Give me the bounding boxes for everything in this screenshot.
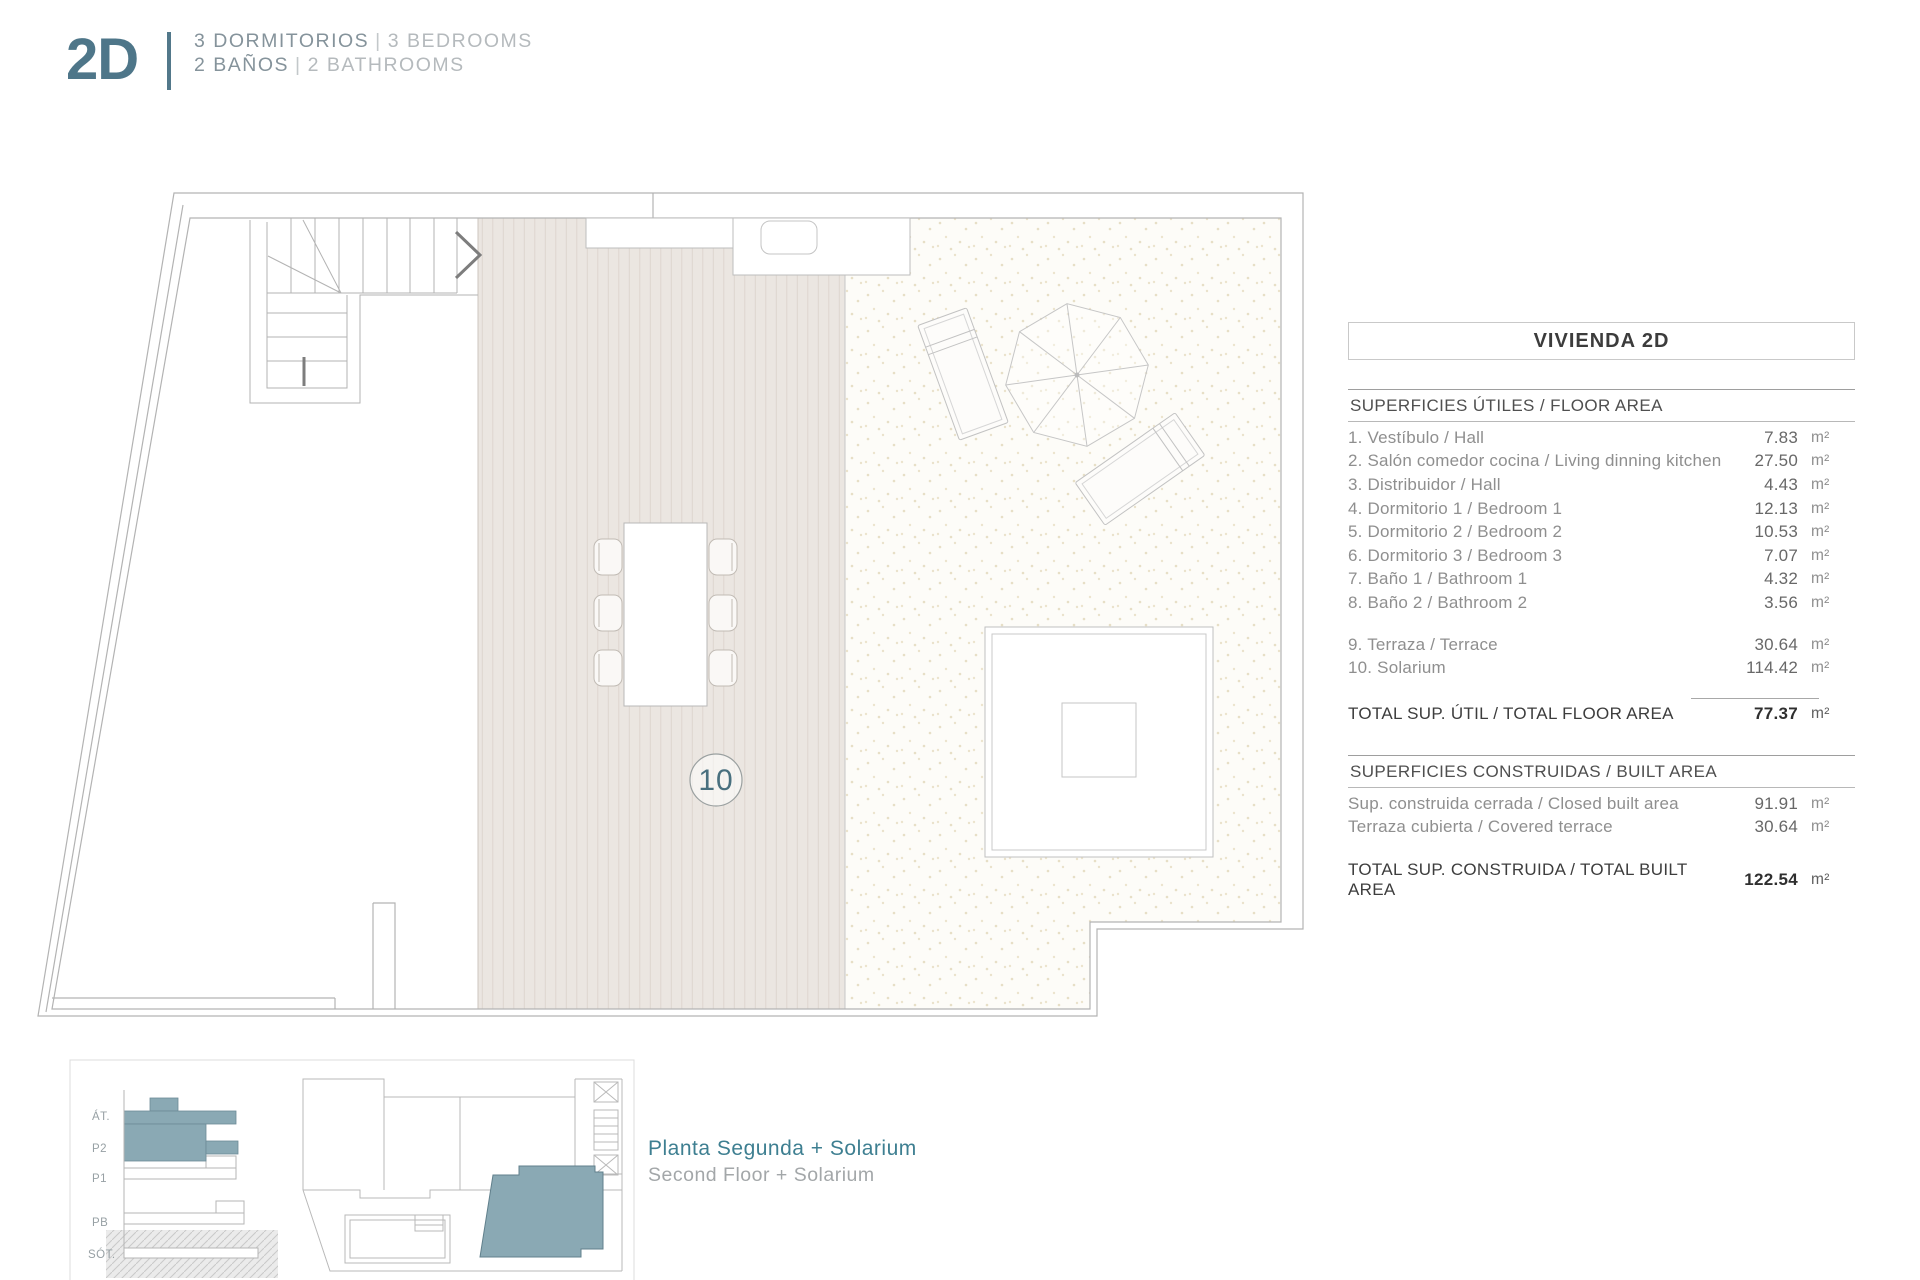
- row-label: 8. Baño 2 / Bathroom 2: [1348, 592, 1528, 612]
- row-label: Sup. construida cerrada / Closed built area: [1348, 793, 1679, 813]
- table-row: [1348, 568, 1855, 592]
- separator: |: [375, 30, 382, 52]
- row-unit: m²: [1811, 794, 1830, 812]
- floor-label-sotano: SÓT.: [88, 1249, 116, 1261]
- row-value: 30.64: [1754, 634, 1798, 654]
- row-label: 2. Salón comedor cocina / Living dinning kitchen: [1348, 451, 1722, 471]
- table-row: [1348, 792, 1855, 816]
- table-row: [1348, 497, 1855, 521]
- row-label: 9. Terraza / Terrace: [1348, 634, 1498, 654]
- table-row: [1348, 633, 1855, 657]
- row-value: 4.43: [1764, 474, 1798, 494]
- row-label: 1. Vestíbulo / Hall: [1348, 427, 1485, 447]
- row-value: 114.42: [1746, 658, 1798, 678]
- sink-basin: [761, 221, 817, 254]
- row-value: 12.13: [1754, 498, 1798, 518]
- total-label: TOTAL SUP. CONSTRUIDA / TOTAL BUILT AREA: [1348, 860, 1688, 900]
- row-unit: m²: [1811, 428, 1830, 446]
- table-title: VIVIENDA 2D: [1348, 322, 1855, 360]
- row-unit: m²: [1811, 523, 1830, 541]
- row-value: 30.64: [1754, 817, 1798, 837]
- plan-caption: [648, 1136, 917, 1188]
- floor-label-pb: PB: [92, 1217, 109, 1229]
- row-label: 10. Solarium: [1348, 658, 1446, 678]
- bedrooms-en: 3 BEDROOMS: [387, 30, 533, 52]
- row-unit: m²: [1811, 659, 1830, 677]
- row-label: 3. Distribuidor / Hall: [1348, 474, 1501, 494]
- row-value: 7.83: [1764, 427, 1798, 447]
- row-value: 4.32: [1764, 569, 1798, 589]
- table-row: [1348, 656, 1855, 680]
- outdoor-area-rows: [1348, 633, 1855, 680]
- row-unit: m²: [1811, 593, 1830, 611]
- table-row: [1348, 473, 1855, 497]
- row-unit: m²: [1811, 475, 1830, 493]
- row-unit: m²: [1811, 546, 1830, 564]
- bathrooms-es: 2 BAÑOS: [194, 53, 290, 76]
- built-area-header: SUPERFICIES CONSTRUIDAS / BUILT AREA: [1348, 755, 1855, 788]
- separator: |: [295, 53, 302, 76]
- row-label: 7. Baño 1 / Bathroom 1: [1348, 569, 1528, 589]
- bedrooms-es: 3 DORMITORIOS: [194, 30, 370, 52]
- table-row: [1348, 450, 1855, 474]
- row-label: Terraza cubierta / Covered terrace: [1348, 817, 1613, 837]
- caption-en: Second Floor + Solarium: [648, 1164, 875, 1186]
- total-label: TOTAL SUP. ÚTIL / TOTAL FLOOR AREA: [1348, 703, 1674, 723]
- total-unit: m²: [1811, 871, 1830, 889]
- row-label: 4. Dormitorio 1 / Bedroom 1: [1348, 498, 1563, 518]
- floor-label-atico: ÁT.: [92, 1111, 111, 1123]
- floor-area-rows: [1348, 426, 1855, 615]
- table-row: [1348, 426, 1855, 450]
- row-value: 27.50: [1754, 451, 1798, 471]
- row-value: 10.53: [1754, 522, 1798, 542]
- row-label: 6. Dormitorio 3 / Bedroom 3: [1348, 545, 1563, 565]
- skylight-structure: [985, 627, 1213, 857]
- caption-es: Planta Segunda + Solarium: [648, 1137, 917, 1160]
- floor-label-p2: P2: [92, 1143, 108, 1155]
- built-area-rows: [1348, 792, 1855, 839]
- floor-label-p1: P1: [92, 1173, 108, 1185]
- row-value: 91.91: [1754, 793, 1798, 813]
- row-unit: m²: [1811, 499, 1830, 517]
- row-value: 7.07: [1764, 545, 1798, 565]
- total-value: 77.37: [1753, 703, 1798, 723]
- row-label: 5. Dormitorio 2 / Bedroom 2: [1348, 522, 1563, 542]
- table-row: [1348, 544, 1855, 568]
- row-unit: m²: [1811, 570, 1830, 588]
- dining-set: [594, 523, 737, 706]
- row-unit: m²: [1811, 635, 1830, 653]
- row-unit: m²: [1811, 818, 1830, 836]
- room-marker: [690, 754, 742, 806]
- table-row: [1348, 591, 1855, 615]
- key-diagram: [70, 1060, 634, 1280]
- bathrooms-en: 2 BATHROOMS: [307, 53, 465, 76]
- dining-table: [624, 523, 707, 706]
- table-row: [1348, 816, 1855, 840]
- row-unit: m²: [1811, 452, 1830, 470]
- total-value: 122.54: [1744, 870, 1798, 890]
- row-value: 3.56: [1764, 592, 1798, 612]
- area-table: [1348, 322, 1855, 900]
- total-unit: m²: [1811, 704, 1830, 722]
- floor-area-header: SUPERFICIES ÚTILES / FLOOR AREA: [1348, 389, 1855, 422]
- highlighted-unit: [480, 1166, 603, 1257]
- total-built-area-row: [1348, 860, 1855, 900]
- unit-code-logo: 2D: [66, 27, 139, 92]
- total-floor-area-row: [1348, 699, 1855, 729]
- room-marker-number: 10: [698, 764, 734, 797]
- table-row: [1348, 520, 1855, 544]
